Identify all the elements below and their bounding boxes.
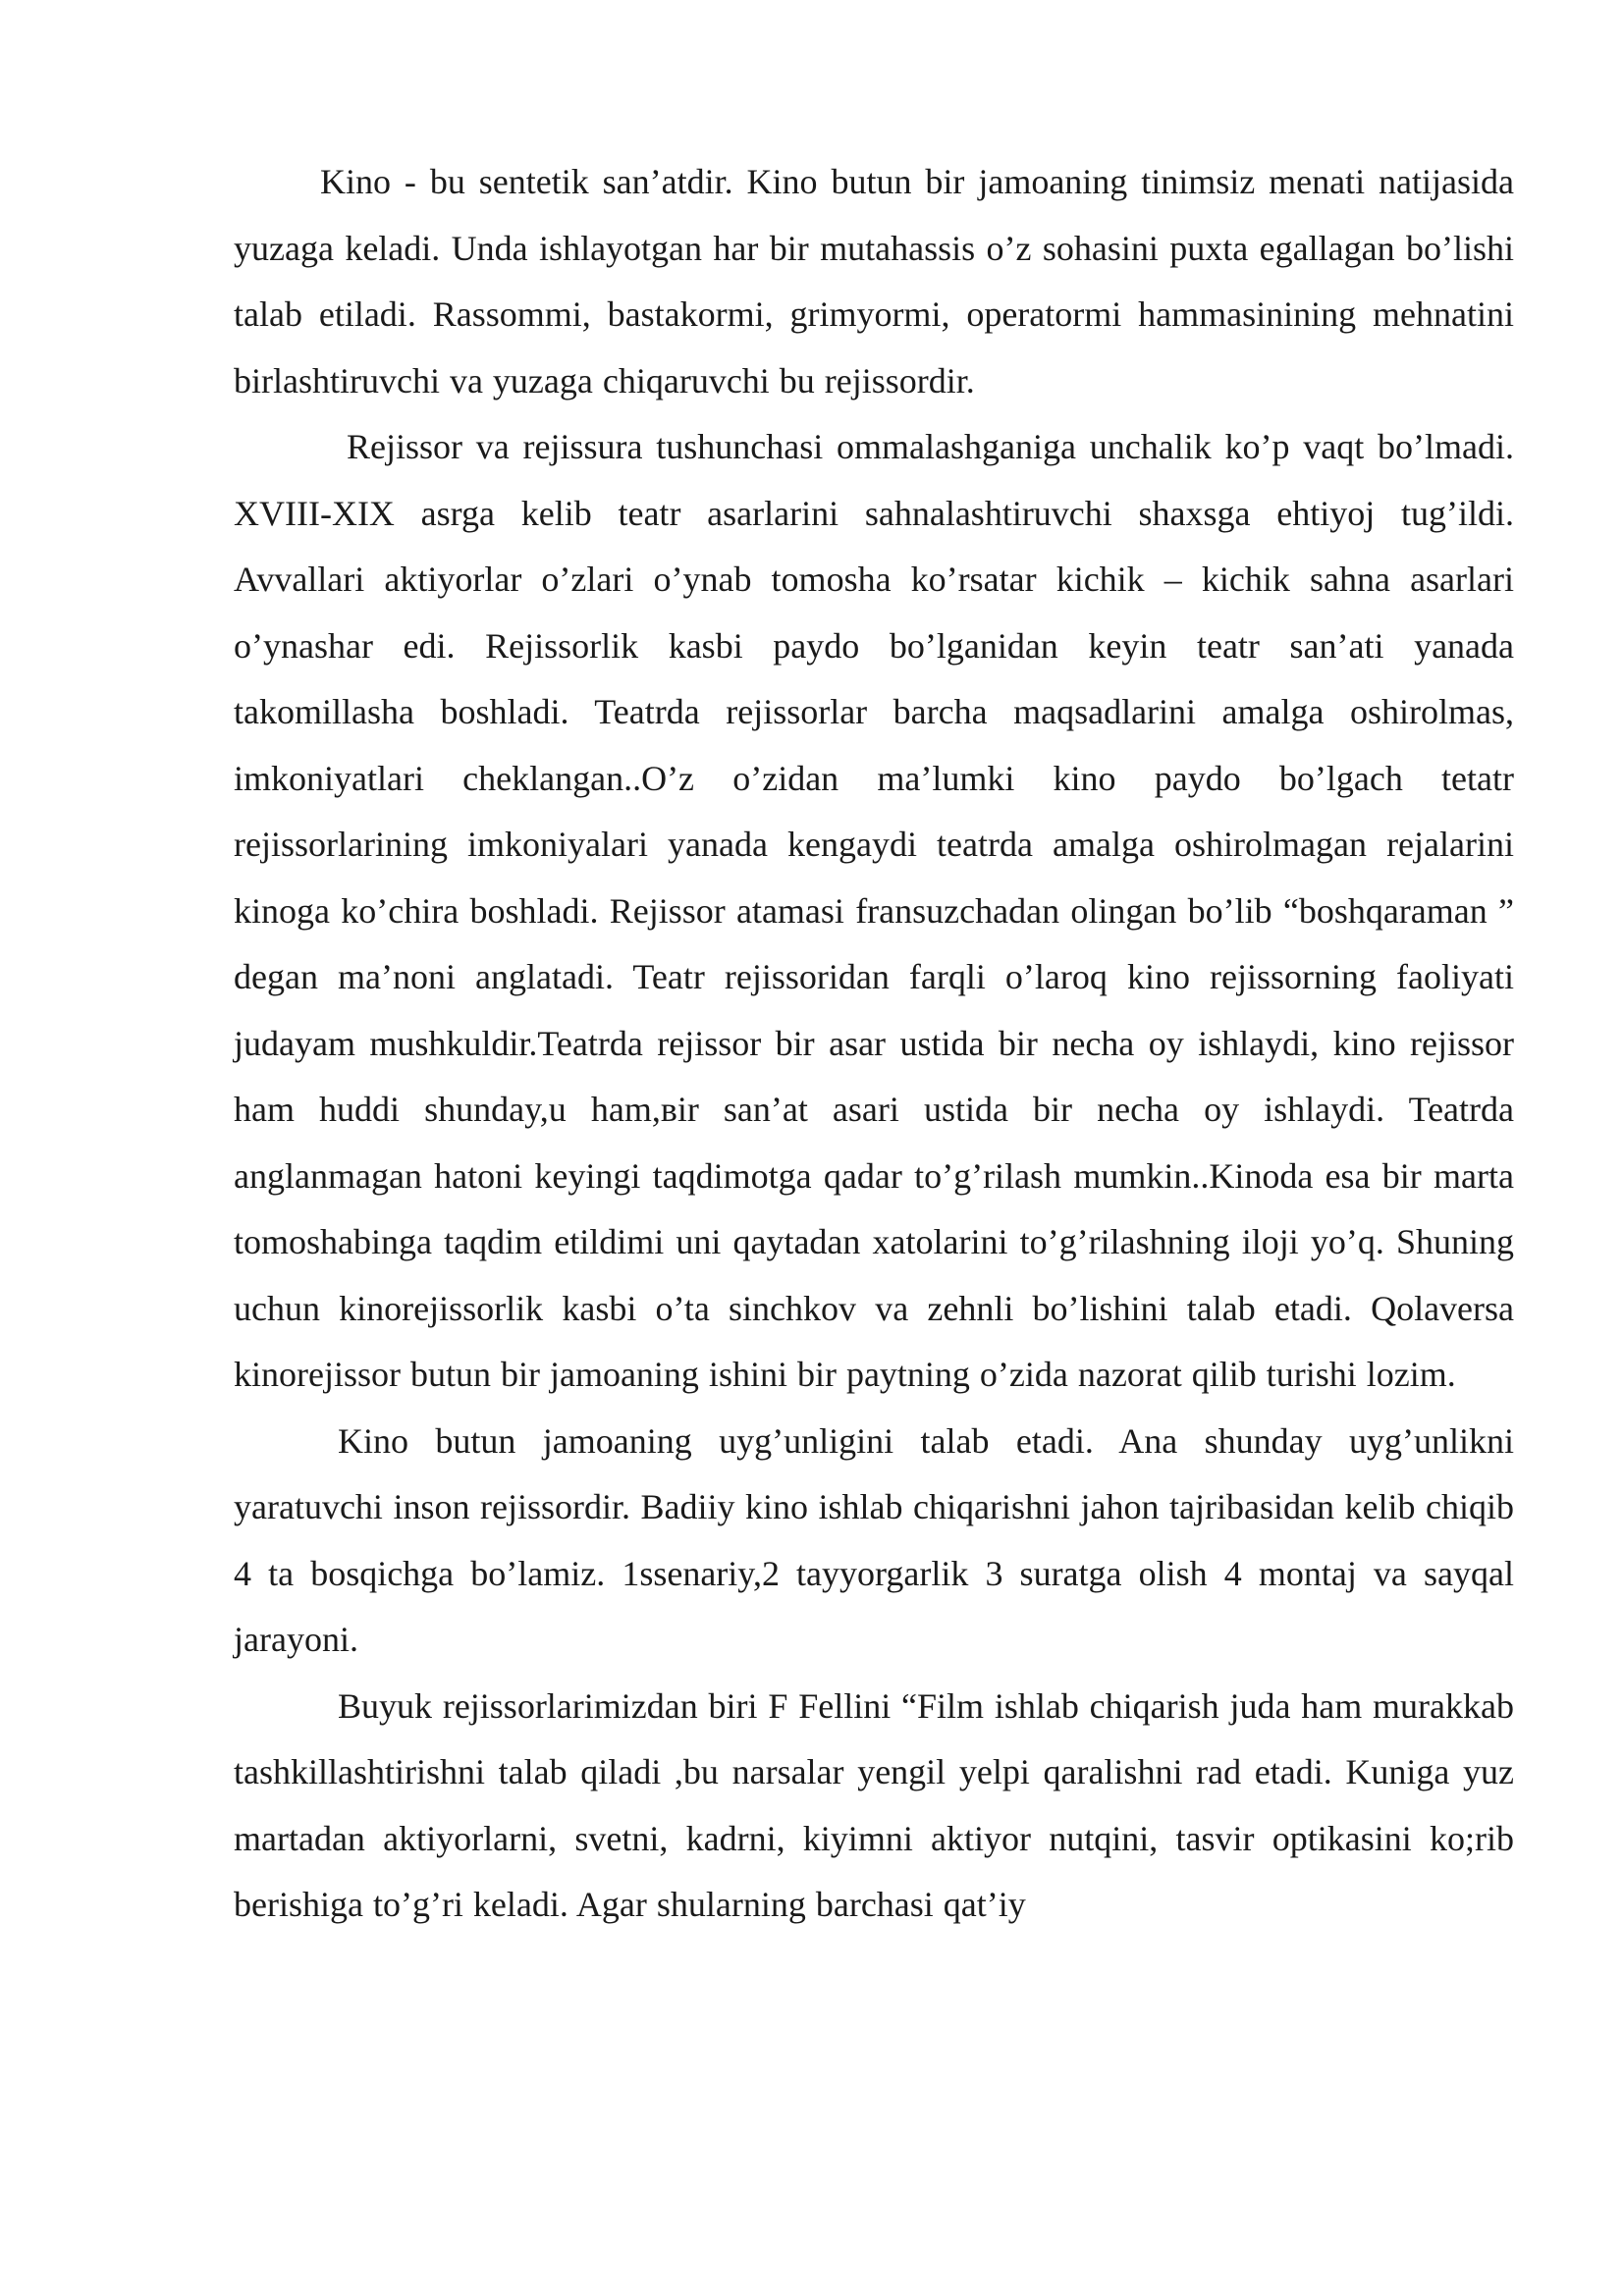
- paragraph-3: Kino butun jamoaning uyg’unligini talab etadi. Ana shunday uyg’unlikni yaratuvchi inson rejissordir. Badiiy kino ishlab chiqarishni jahon tajribasidan kelib chiqib 4 ta bosqichga bo’lamiz. 1ssenariy,2 tayyorgarlik 3 suratga olish 4 montaj va sayqal jarayoni.: [234, 1420, 1514, 1659]
- paragraph-2: Rejissor va rejissura tushunchasi ommalashganiga unchalik ko’p vaqt bo’lmadi. XVIII-XIX asrga kelib teatr asarlarini sahnalashtiruvchi shaxsga ehtiyoj tug’ildi. Avvallari aktiyorlar o’zlari o’ynab tomosha ko’rsatar kichik – kichik sahna asarlari o’ynashar edi. Rejissorlik kasbi paydo bo’lganidan keyin teatr san’ati yanada takomillasha boshladi. Teatrda rejissorlar barcha maqsadlarini amalga oshirolmas, imkoniyatlari cheklangan..O’z o’zidan ma’lumki kino paydo bo’lgach tetatr rejissorlarining imkoniyalari yanada kengaydi teatrda amalga oshirolmagan rejalarini kinoga ko’chira boshladi. Rejissor atamasi fransuzchadan olingan bo’lib “boshqaraman ” degan ma’noni anglatadi. Teatr rejissoridan farqli o’laroq kino rejissorning faoliyati judayam mushkuldir.Teatrda rejissor bir asar ustida bir necha oy ishlaydi, kino rejissor ham huddi shunday,u ham,вir san’at asari ustida bir necha oy ishlaydi. Teatrda anglanmagan hatoni keyingi taqdimotga qadar to’g’rilash mumkin..Kinoda esa bir marta tomoshabinga taqdim etildimi uni qaytadan xatolarini to’g’rilashning iloji yo’q. Shuning uchun kinorejissorlik kasbi o’ta sinchkov va zehnli bo’lishini talab etadi. Qolaversa kinorejissor butun bir jamoaning ishini bir paytning o’zida nazorat qilib turishi lozim.: [234, 427, 1514, 1394]
- document-body: [234, 149, 1514, 1939]
- paragraph-4: Buyuk rejissorlarimizdan biri F Fellini “Film ishlab chiqarish juda ham murakkab tashkillashtirishni talab qiladi ,bu narsalar yengil yelpi qaralishni rad etadi. Kuniga yuz martadan aktiyorlarni, svetni, kadrni, kiyimni aktiyor nutqini, tasvir optikasini ko;rib berishiga to’g’ri keladi. Agar shularning barchasi qat’iy: [234, 1685, 1514, 1924]
- paragraph-1: Kino - bu sentetik san’atdir. Kino butun bir jamoaning tinimsiz menati natijasida yuzaga keladi. Unda ishlayotgan har bir mutahassis o’z sohasini puxta egallagan bo’lishi talab etiladi. Rassommi, bastakormi, grimyormi, operatormi hammasinining mehnatini birlashtiruvchi va yuzaga chiqaruvchi bu rejissordir.: [234, 162, 1514, 400]
